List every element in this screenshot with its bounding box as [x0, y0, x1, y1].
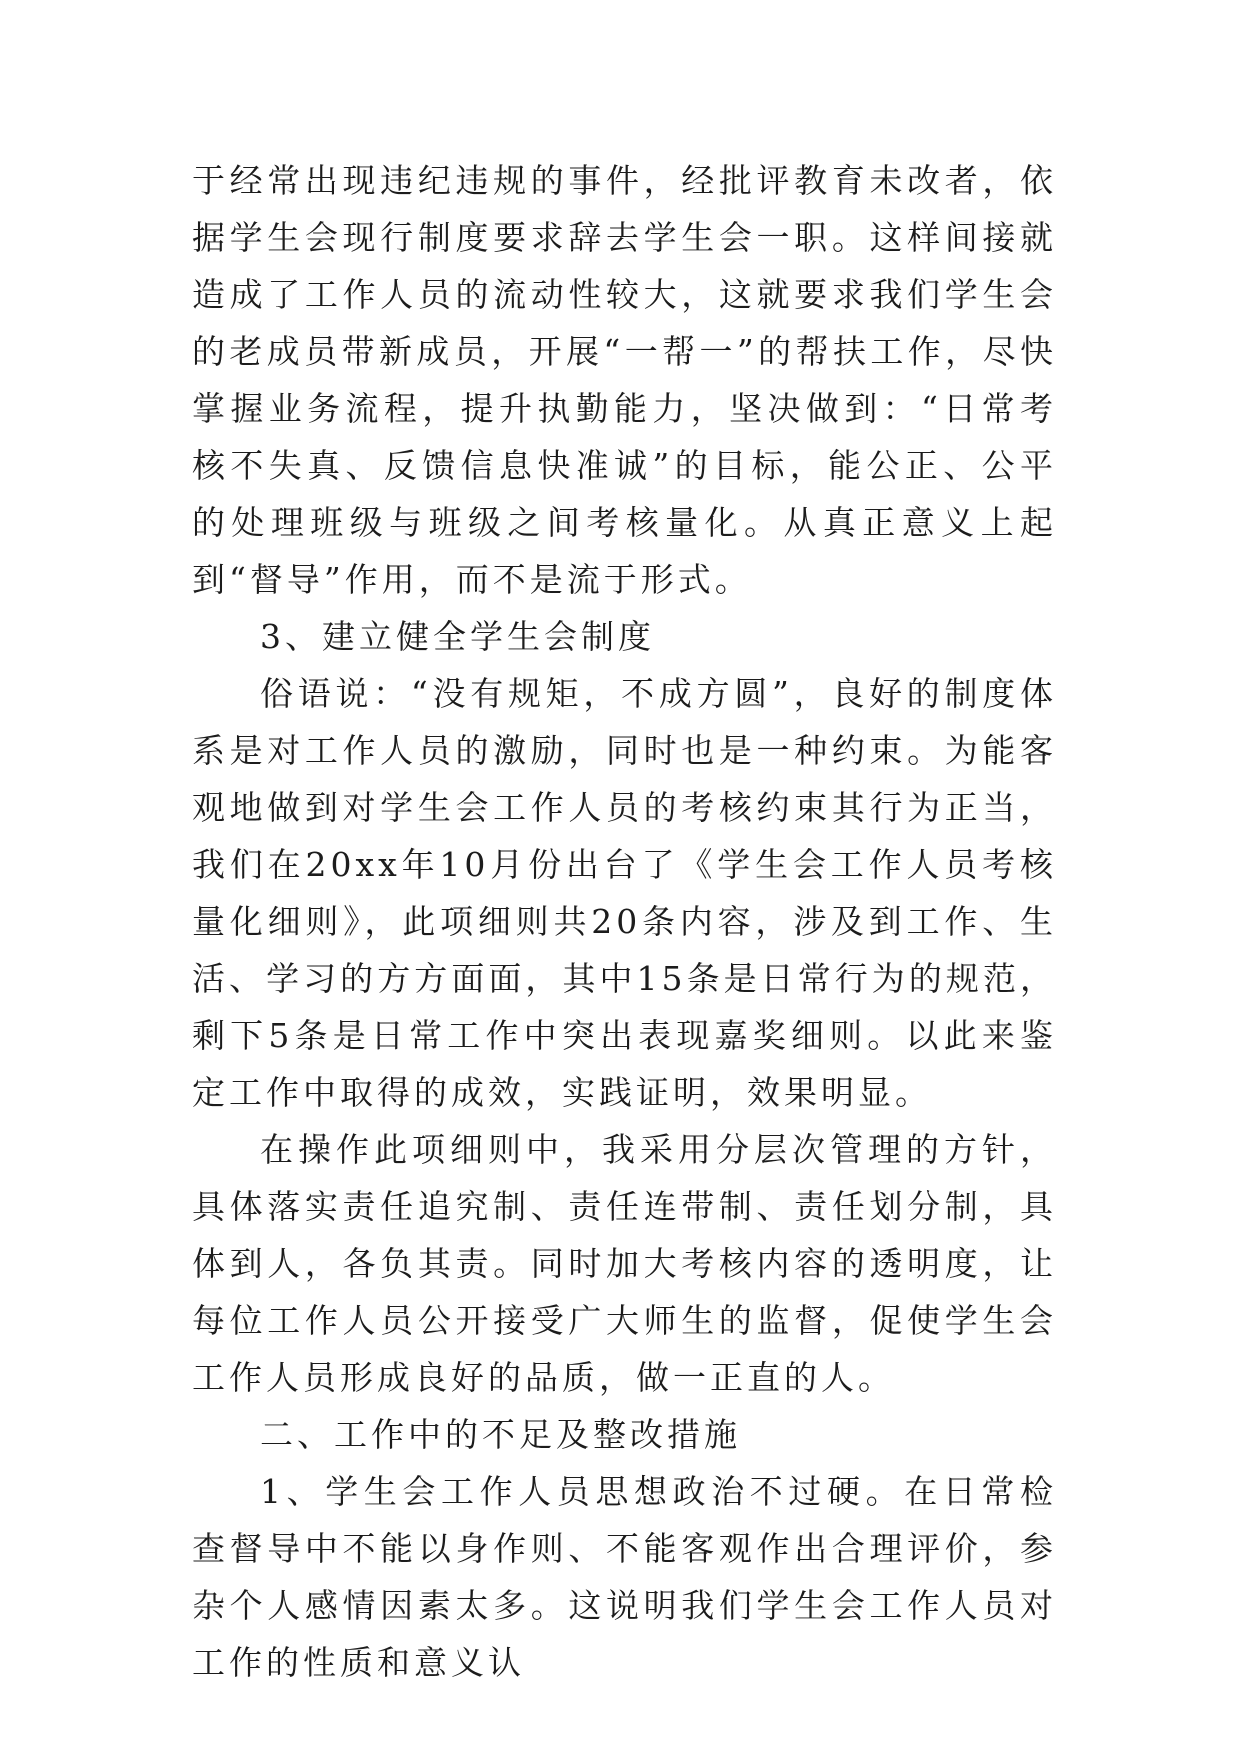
paragraph-3: 在操作此项细则中，我采用分层次管理的方针，具体落实责任追究制、责任连带制、责任划分制，具体到人，各负其责。同时加大考核内容的透明度，让每位工作人员公开接受广大师生的监督，促使学生会工作人员形成良好的品质，做一正直的人。: [192, 1130, 1057, 1397]
paragraph-1: 于经常出现违纪违规的事件，经批评教育未改者，依据学生会现行制度要求辞去学生会一职。这样间接就造成了工作人员的流动性较大，这就要求我们学生会的老成员带新成员，开展“一帮一”的帮扶工作，尽快掌握业务流程，提升执勤能力，坚决做到：“日常考核不失真、反馈信息快准诚”的目标，能公正、公平的处理班级与班级之间考核量化。从真正意义上起到“督导”作用，而不是流于形式。: [192, 161, 1057, 599]
paragraph-4: 1、学生会工作人员思想政治不过硬。在日常检查督导中不能以身作则、不能客观作出合理评价，参杂个人感情因素太多。这说明我们学生会工作人员对工作的性质和意义认: [192, 1472, 1057, 1682]
paragraph-2: 俗语说：“没有规矩，不成方圆”，良好的制度体系是对工作人员的激励，同时也是一种约束。为能客观地做到对学生会工作人员的考核约束其行为正当，我们在20xx年10月份出台了《学生会工作人员考核量化细则》，此项细则共20条内容，涉及到工作、生活、学习的方方面面，其中15条是日常行为的规范，剩下5条是日常工作中突出表现嘉奖细则。以此来鉴定工作中取得的成效，实践证明，效果明显。: [192, 674, 1057, 1112]
section-heading-2: 二、工作中的不足及整改措施: [260, 1415, 741, 1454]
section-heading-3: 3、建立健全学生会制度: [260, 617, 655, 656]
document-body: [192, 152, 1057, 1691]
